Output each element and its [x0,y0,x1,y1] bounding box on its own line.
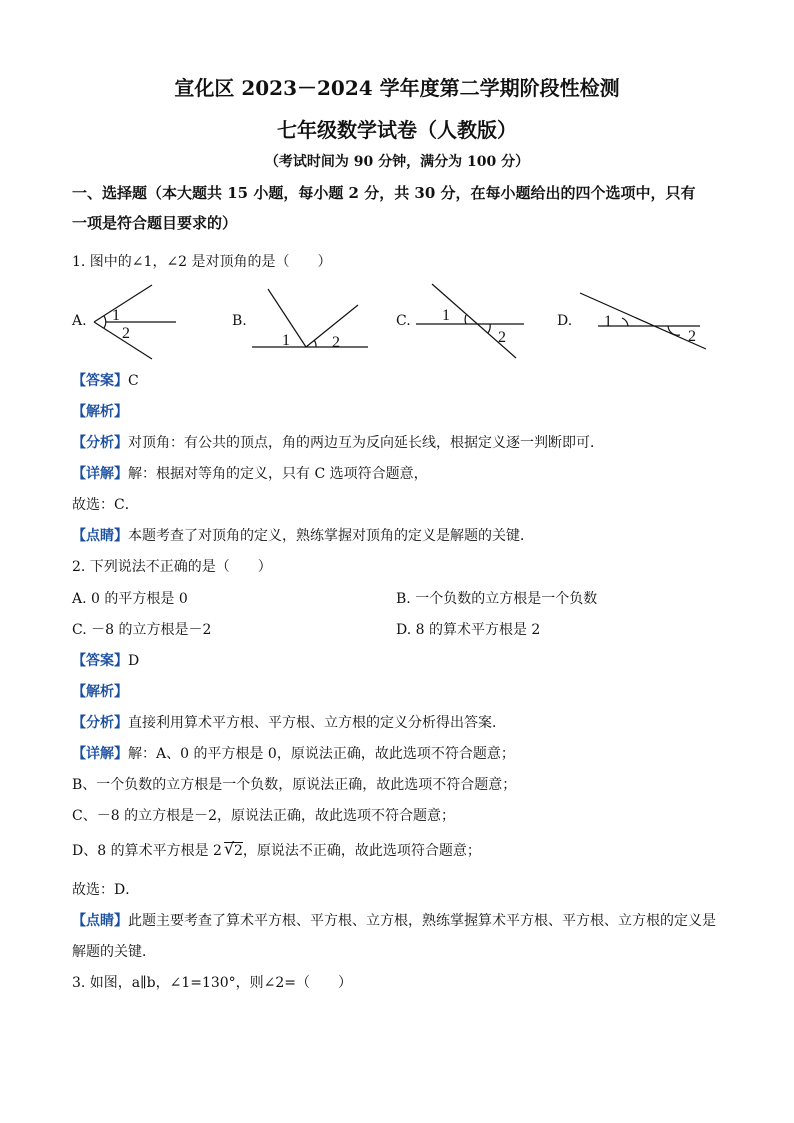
angle-2-label: 2 [332,334,340,351]
fenxi-text: 对顶角：有公共的顶点，角的两边互为反向延长线，根据定义逐一判断即可． [128,435,604,451]
q2-fenxi [72,712,506,732]
q1-answer [72,370,139,390]
q1-option-b-label: B. [232,313,247,329]
q2-dianjing-line1 [72,910,716,930]
xiangjie-tag: 【详解】 [72,746,128,762]
sqrt-radical: √ 2 [223,839,243,859]
angle-1-label: 1 [442,307,450,324]
xiangjie-text: 解：A、0 的平方根是 0，原说法正确，故此选项不符合题意； [128,746,515,762]
fenxi-tag: 【分析】 [72,715,128,731]
q2-option-b: B. 一个负数的立方根是一个负数 [396,591,598,607]
q2-dianjing-line2: 解题的关键． [72,944,156,960]
q1-analysis-tag [72,401,128,421]
q1-figure-d [576,287,711,353]
q2-analysis-tag [72,681,128,701]
answer-tag: 【答案】 [72,373,128,389]
angle-2-label: 2 [122,325,130,342]
q3-stem: 3. 如图，a∥b，∠1=130°，则∠2=（ ） [72,975,353,991]
dianjing-text: 本题考查了对顶角的定义，熟练掌握对顶角的定义是解题的关键． [128,528,534,544]
xiangjie-text: 解：根据对等角的定义，只有 C 选项符合题意， [128,466,428,482]
q1-dianjing [72,525,534,545]
fenxi-text: 直接利用算术平方根、平方根、立方根的定义分析得出答案． [128,715,506,731]
exam-note: （考试时间为 90 分钟，满分为 100 分） [264,154,530,170]
q2-line-c: C、－8 的立方根是－2，原说法正确，故此选项不符合题意； [72,808,455,824]
angle-2-label: 2 [688,328,696,345]
q2-answer [72,650,139,670]
q1-xiangjie [72,463,428,483]
dianjing-tag: 【点睛】 [72,528,128,544]
q1-option-a-label: A. [72,313,87,329]
sqrt-arg: 2 [233,843,243,859]
q1-stem: 1. 图中的∠1，∠2 是对顶角的是（ ） [72,254,332,270]
q2-choose: 故选：D． [72,882,140,898]
answer-tag: 【答案】 [72,653,128,669]
q2-line-d [72,840,481,860]
q2-option-d: D. 8 的算术平方根是 2 [396,622,541,638]
q2-stem: 2. 下列说法不正确的是（ ） [72,559,272,575]
q1-choose: 故选：C． [72,497,139,513]
analysis-tag: 【解析】 [72,404,128,420]
page-title-line2: 七年级数学试卷（人教版） [277,118,517,142]
page-title-line1: 宣化区 2023－2024 学年度第二学期阶段性检测 [174,76,620,100]
q2-xiangjie [72,743,515,763]
q1-figure-a [90,280,190,365]
angle-1-label: 1 [604,313,612,330]
line-d-pre: D、8 的算术平方根是 2 [72,843,222,859]
fenxi-tag: 【分析】 [72,435,128,451]
analysis-tag: 【解析】 [72,684,128,700]
section-heading-line1: 一、选择题（本大题共 15 小题，每小题 2 分，共 30 分，在每小题给出的四个选项中，只有 [72,184,696,202]
answer-value: C [128,373,139,389]
q2-option-c: C. －8 的立方根是－2 [72,622,212,638]
angle-2-label: 2 [498,329,506,346]
q1-option-c-label: C. [396,313,411,329]
section-heading-line2: 一项是符合题目要求的） [72,214,238,232]
dianjing-text: 此题主要考查了算术平方根、平方根、立方根，熟练掌握算术平方根、平方根、立方根的定义是 [128,913,716,929]
q1-figure-b [250,285,375,355]
xiangjie-tag: 【详解】 [72,466,128,482]
dianjing-tag: 【点睛】 [72,913,128,929]
angle-1-label: 1 [112,307,120,324]
q2-option-a: A. 0 的平方根是 0 [72,591,188,607]
q1-fenxi [72,432,604,452]
line-d-post: ，原说法不正确，故此选项符合题意； [242,843,481,859]
q1-option-d-label: D. [557,313,573,329]
q1-figure-c [412,280,532,362]
q2-line-b: B、一个负数的立方根是一个负数，原说法正确，故此选项不符合题意； [72,777,517,793]
angle-1-label: 1 [282,332,290,349]
answer-value: D [128,653,140,669]
